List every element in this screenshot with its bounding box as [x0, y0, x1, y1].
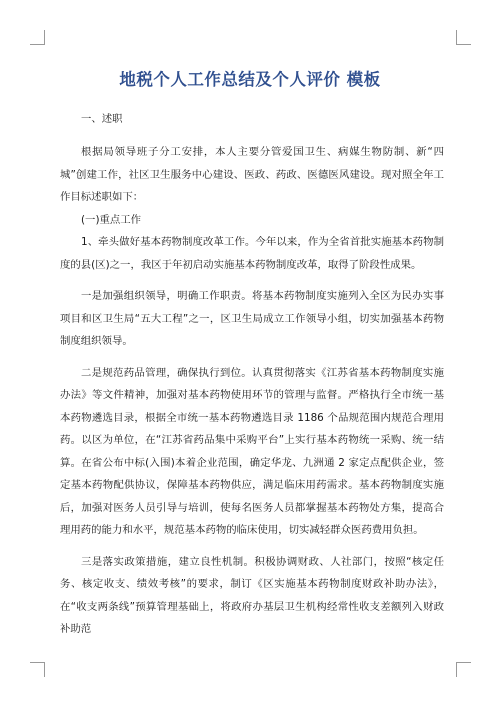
document-body [60, 108, 444, 641]
crop-mark-bottom-left [30, 662, 45, 677]
subsection-heading: (一)重点工作 [81, 213, 142, 226]
crop-mark-bottom-right [456, 662, 471, 677]
paragraph: 1、牵头做好基本药物制度改革工作。今年以来，作为全省首批实施基本药物制度的县(区)之一，我区于年初启动实施基本药物制度改革，取得了阶段性成果。 [60, 236, 444, 271]
paragraph: 三是落实政策措施，建立良性机制。积极协调财政、人社部门，按照“核定任务、核定收支、绩效考核”的要求，制订《区实施基本药物制度财政补助办法》，在“收支两条线”预算管理基础上，将政府办基层卫生机构经常性收支差额列入财政补助范 [60, 555, 444, 635]
section-heading: 一、述职 [81, 113, 123, 125]
paragraph: 根据局领导班子分工安排，本人主要分管爱国卫生、病媒生物防制、新“四城”创建工作，社区卫生服务中心建设、医政、药政、医德医风建设。现对照全年工作目标述职如下： [60, 146, 444, 203]
document-title: 地税个人工作总结及个人评价 模板 [119, 70, 381, 89]
crop-mark-top-right [456, 30, 471, 45]
crop-mark-top-left [30, 30, 45, 45]
paragraph: 一是加强组织领导，明确工作职责。将基本药物制度实施列入全区为民办实事项目和区卫生局“五大工程”之一，区卫生局成立工作领导小组，切实加强基本药物制度组织领导。 [60, 290, 444, 347]
paragraph: 二是规范药品管理，确保执行到位。认真贯彻落实《江苏省基本药物制度实施办法》等文件精神，加强对基本药物使用环节的管理与监督。严格执行全市统一基本药物遴选目录，根据全市统一基本药物遴选目录 1186 个品规范围内规范合理用药。以区为单位，在“江苏省药品集中采购平台”上实行基本药物统一采购、统一结算。在省公布中标(入围)本着企业范围，确定华龙、九洲通 2 家定点配供企业，签定基本药物配供协议，保障基本药物供应，满足临床用药需求。基本药物制度实施后，加强对医务人员引导与培训，使每名医务人员都掌握基本药物处方集，提高合理用药的能力和水平，规范基本药物的临床使用，切实减轻群众医药费用负担。 [60, 366, 444, 536]
